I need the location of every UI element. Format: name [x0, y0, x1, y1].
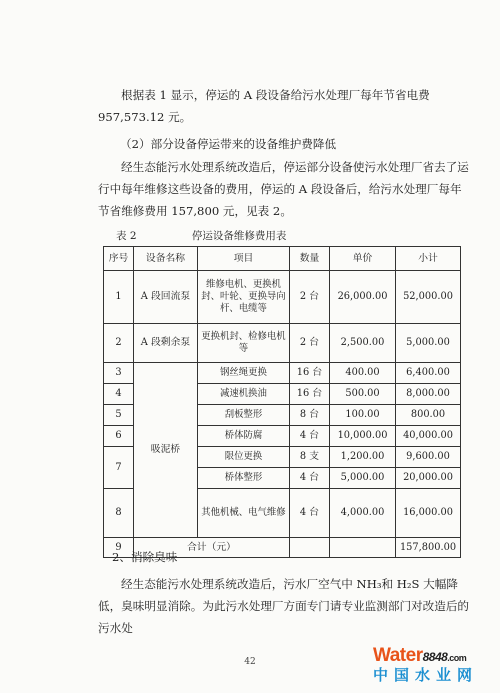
cell-qty: 4 台 [290, 468, 330, 489]
cell-qty: 4 台 [290, 426, 330, 447]
table-row [104, 324, 461, 363]
header-subtotal: 小计 [396, 247, 461, 271]
table-caption-title: 停运设备维修费用表 [191, 230, 287, 242]
cell-no: 7 [104, 447, 134, 489]
cell-subtotal: 800.00 [396, 405, 461, 426]
cell-item: 钢丝绳更换 [198, 363, 290, 384]
paragraph-odor-removal: 经生态能污水处理系统改造后，污水厂空气中 NH₃和 H₂S 大幅降低，臭味明显消除。为此污水处理厂方面专门请专业监测部门对改造后的污水处 [98, 577, 470, 635]
cell-subtotal: 16,000.00 [396, 489, 461, 538]
table-caption-label: 表 2 [116, 230, 137, 242]
paragraph-maintenance-savings: 经生态能污水处理系统改造后，停运部分设备使污水处理厂省去了运行中每年维修这些设备的费用，停运的 A 段设备后，给污水处理厂每年节省维修费用 157,800 元，见表 2。 [98, 160, 469, 218]
table-row [104, 271, 461, 324]
watermark-brand-text: Water [373, 645, 423, 666]
watermark-domain: .com [447, 653, 467, 663]
cell-no: 6 [104, 426, 134, 447]
cell-qty: 2 台 [290, 324, 330, 363]
cell-qty: 16 台 [290, 363, 330, 384]
cell-price: 2,500.00 [330, 324, 396, 363]
cell-price: 4,000.00 [330, 489, 396, 538]
section-heading-odor: 2、消除臭味 [112, 550, 178, 564]
cell-item: 桥体防腐 [198, 426, 290, 447]
cell-subtotal: 9,600.00 [396, 447, 461, 468]
table-header-row [104, 247, 461, 271]
total-value: 157,800.00 [396, 538, 461, 558]
header-price: 单价 [330, 247, 396, 271]
cell-qty: 2 台 [290, 271, 330, 324]
cell-subtotal: 5,000.00 [396, 324, 461, 363]
cell-no: 4 [104, 384, 134, 405]
cell-no: 5 [104, 405, 134, 426]
total-label: 合计（元） [134, 538, 290, 558]
cell-price: 10,000.00 [330, 426, 396, 447]
watermark-logo [373, 645, 497, 691]
cell-price: 5,000.00 [330, 468, 396, 489]
cell-no: 3 [104, 363, 134, 384]
cell-no: 1 [104, 271, 134, 324]
cell-qty: 4 台 [290, 489, 330, 538]
table-caption [116, 228, 286, 243]
section-heading-maintenance: （2）部分设备停运带来的设备维护费降低 [120, 137, 337, 151]
cell-name: A 段回流泵 [134, 271, 198, 324]
header-no: 序号 [104, 247, 134, 271]
cell-price: 400.00 [330, 363, 396, 384]
cell-name: A 段剩余泵 [134, 324, 198, 363]
cell-subtotal: 20,000.00 [396, 468, 461, 489]
cell-price: 1,200.00 [330, 447, 396, 468]
cell-subtotal: 6,400.00 [396, 363, 461, 384]
maintenance-cost-table [103, 246, 461, 558]
cell-no: 9 [104, 538, 134, 558]
cell-item: 维修电机、更换机封、叶轮、更换导向杆、电缆等 [198, 271, 290, 324]
cell-subtotal: 40,000.00 [396, 426, 461, 447]
watermark-chinese-name: 中国水业网 [373, 667, 479, 684]
cell-price: 500.00 [330, 384, 396, 405]
cell-item: 减速机换油 [198, 384, 290, 405]
cell-qty: 16 台 [290, 384, 330, 405]
cell-item: 刮板整形 [198, 405, 290, 426]
cell-price: 26,000.00 [330, 271, 396, 324]
cell-item: 限位更换 [198, 447, 290, 468]
page-number: 42 [244, 657, 256, 667]
cell-item: 其他机械、电气维修 [198, 489, 290, 538]
paragraph-electricity-savings: 根据表 1 显示，停运的 A 段设备给污水处理厂每年节省电费 957,573.12 元。 [98, 88, 430, 124]
cell-subtotal: 52,000.00 [396, 271, 461, 324]
watermark-number: 8848 [422, 650, 448, 664]
header-name: 设备名称 [134, 247, 198, 271]
table-row [104, 363, 461, 384]
header-qty: 数量 [290, 247, 330, 271]
cell-no: 8 [104, 489, 134, 538]
cell-name-merged: 吸泥桥 [134, 363, 198, 538]
cell-item: 更换机封、检修电机等 [198, 324, 290, 363]
cell-subtotal: 8,000.00 [396, 384, 461, 405]
cell-qty: 8 支 [290, 447, 330, 468]
cell-price: 100.00 [330, 405, 396, 426]
cell-no: 2 [104, 324, 134, 363]
cell-qty: 8 台 [290, 405, 330, 426]
header-item: 项目 [198, 247, 290, 271]
cell-item: 桥体整形 [198, 468, 290, 489]
